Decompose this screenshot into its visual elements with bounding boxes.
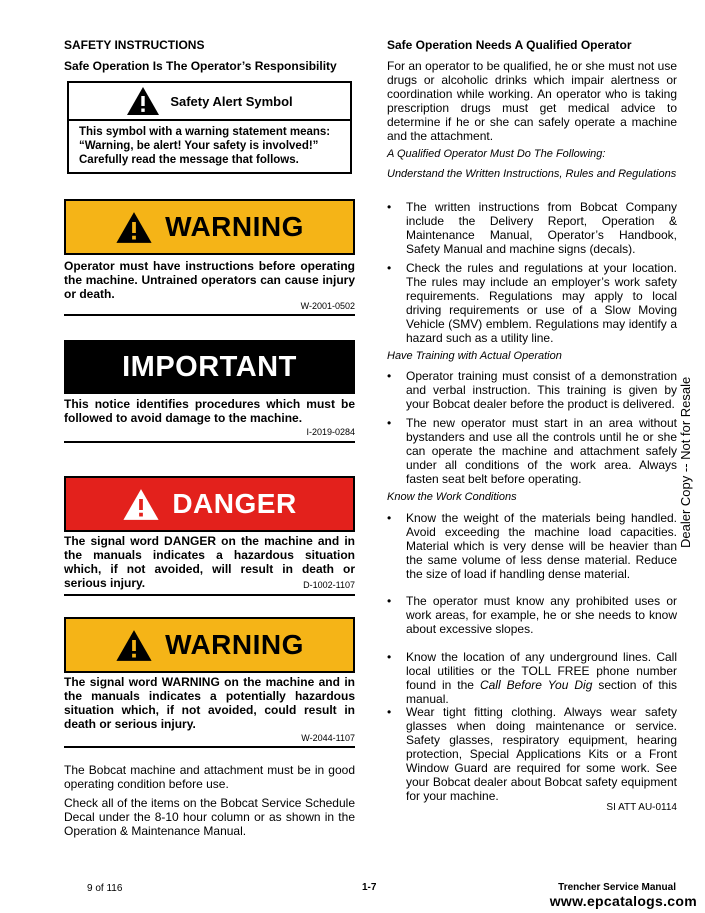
list-item-text: Wear tight fitting clothing. Always wear safety glasses when doing maintenance or service. Safety glasses, respiratory equipment, hearing protection, Special Applications Kits or a Front Window Guard are required for some work. See your Bobcat dealer about Bobcat safety equipment for your machine. xyxy=(406,705,677,803)
safety-alert-header xyxy=(69,83,350,121)
page-count: 9 of 116 xyxy=(87,883,123,894)
danger-code: D-1002-1107 xyxy=(303,580,355,590)
subheading: Know the Work Conditions xyxy=(387,491,517,503)
bullet-icon: • xyxy=(387,705,392,719)
warning-text: The signal word WARNING on the machine and in the manuals indicates a potentially hazardous situation which, if not avoided, could result in death or serious injury. xyxy=(64,675,355,731)
bullet-icon: • xyxy=(387,261,392,275)
danger-label: DANGER xyxy=(172,488,297,519)
section-code: SI ATT AU-0114 xyxy=(606,802,677,813)
watermark-url[interactable]: www.epcatalogs.com xyxy=(549,893,697,909)
bullet-icon: • xyxy=(387,650,392,664)
safety-alert-line: “Warning, be alert! Your safety is involved!” xyxy=(79,140,319,152)
section-subtitle: Safe Operation Is The Operator’s Responsibility xyxy=(64,59,337,73)
bullet-icon: • xyxy=(387,416,392,430)
list-item-text: The new operator must start in an area without bystanders and use all the controls until he or she can operate the machine and attachment safely under all conditions of the work area. Always fasten seat belt before operating. xyxy=(406,416,677,486)
danger-triangle-icon xyxy=(122,488,160,521)
list-item-text: The written instructions from Bobcat Company include the Delivery Report, Operation & Maintenance Manual, Operator’s Handbook, Safety Manual and machine signs (decals). xyxy=(406,200,677,256)
dealer-copy-note: Dealer Copy -- Not for Resale xyxy=(678,376,693,548)
list-item-text: The operator must know any prohibited uses or work areas, for example, he or she needs to know about excessive slopes. xyxy=(406,594,677,636)
right-heading: Safe Operation Needs A Qualified Operator xyxy=(387,38,632,52)
list-item-text: Operator training must consist of a demonstration and verbal instruction. This training is given by your Bobcat dealer before the product is delivered. xyxy=(406,369,677,411)
alert-triangle-icon xyxy=(126,86,160,116)
important-banner xyxy=(64,340,355,394)
warning-code: W-2001-0502 xyxy=(300,301,355,311)
subheading: Understand the Written Instructions, Rules and Regulations xyxy=(387,168,677,180)
list-item-text-part: section of this manual. xyxy=(406,678,677,706)
list-item-text: Know the weight of the materials being handled. Avoid exceeding the machine load capacities. Material which is very dense will be heavier than the same volume of less dense material. Reduce the size of load if handling dense material. xyxy=(406,511,677,581)
important-text: This notice identifies procedures which must be followed to avoid damage to the machine. xyxy=(64,397,355,425)
list-item-text: Check the rules and regulations at your location. The rules may include an employer’s work safety requirements. Regulations may apply to local driving requirements or use of a Slow Moving Vehicle (SMV) emblem. Regulations may identify a hazard such as a utility line. xyxy=(406,261,677,345)
safety-alert-line: Carefully read the message that follows. xyxy=(79,154,299,166)
safety-alert-text xyxy=(69,121,350,167)
subheading: A Qualified Operator Must Do The Following: xyxy=(387,148,606,160)
bullet-icon: • xyxy=(387,511,392,525)
safety-alert-title: Safety Alert Symbol xyxy=(170,93,293,109)
warning-code: W-2044-1107 xyxy=(301,733,355,743)
call-before-you-dig-ref: Call Before You Dig xyxy=(479,678,593,692)
paragraph: The Bobcat machine and attachment must be in good operating condition before use. xyxy=(64,763,355,791)
warning-label: WARNING xyxy=(165,211,304,242)
danger-banner xyxy=(64,476,355,532)
safety-alert-box xyxy=(67,81,352,174)
divider xyxy=(64,746,355,748)
subheading: Have Training with Actual Operation xyxy=(387,350,562,362)
warning-label: WARNING xyxy=(165,629,304,660)
list-item-text-part: Know the location of any underground lines. Call local utilities or the TOLL FREE phone number found in the xyxy=(406,650,677,692)
important-label: IMPORTANT xyxy=(122,350,297,383)
bullet-icon: • xyxy=(387,200,392,214)
intro-paragraph: For an operator to be qualified, he or she must not use drugs or alcoholic drinks which impair alertness or coordination while working. An operator who is taking prescription drugs must get medical advice to determine if he or she can safely operate a machine and the attachment. xyxy=(387,59,677,143)
bullet-icon: • xyxy=(387,369,392,383)
paragraph: Check all of the items on the Bobcat Service Schedule Decal under the 8-10 hour column or as shown in the Operation & Maintenance Manual. xyxy=(64,796,355,838)
warning-triangle-icon xyxy=(115,629,153,662)
divider xyxy=(64,441,355,443)
page-number: 1-7 xyxy=(362,882,377,893)
manual-title: Trencher Service Manual xyxy=(558,882,676,893)
warning-text: Operator must have instructions before operating the machine. Untrained operators can cause injury or death. xyxy=(64,259,355,301)
warning-triangle-icon xyxy=(115,211,153,244)
danger-text: The signal word DANGER on the machine and in the manuals indicates a hazardous situation which, if not avoided, will result in death or serious injury. xyxy=(64,534,355,590)
section-title: SAFETY INSTRUCTIONS xyxy=(64,38,205,52)
divider xyxy=(64,314,355,316)
safety-alert-line: This symbol with a warning statement means: xyxy=(79,126,331,138)
warning-banner xyxy=(64,617,355,673)
divider xyxy=(64,594,355,596)
bullet-icon: • xyxy=(387,594,392,608)
list-item-text xyxy=(406,650,677,706)
warning-banner xyxy=(64,199,355,255)
important-code: I-2019-0284 xyxy=(306,427,355,437)
